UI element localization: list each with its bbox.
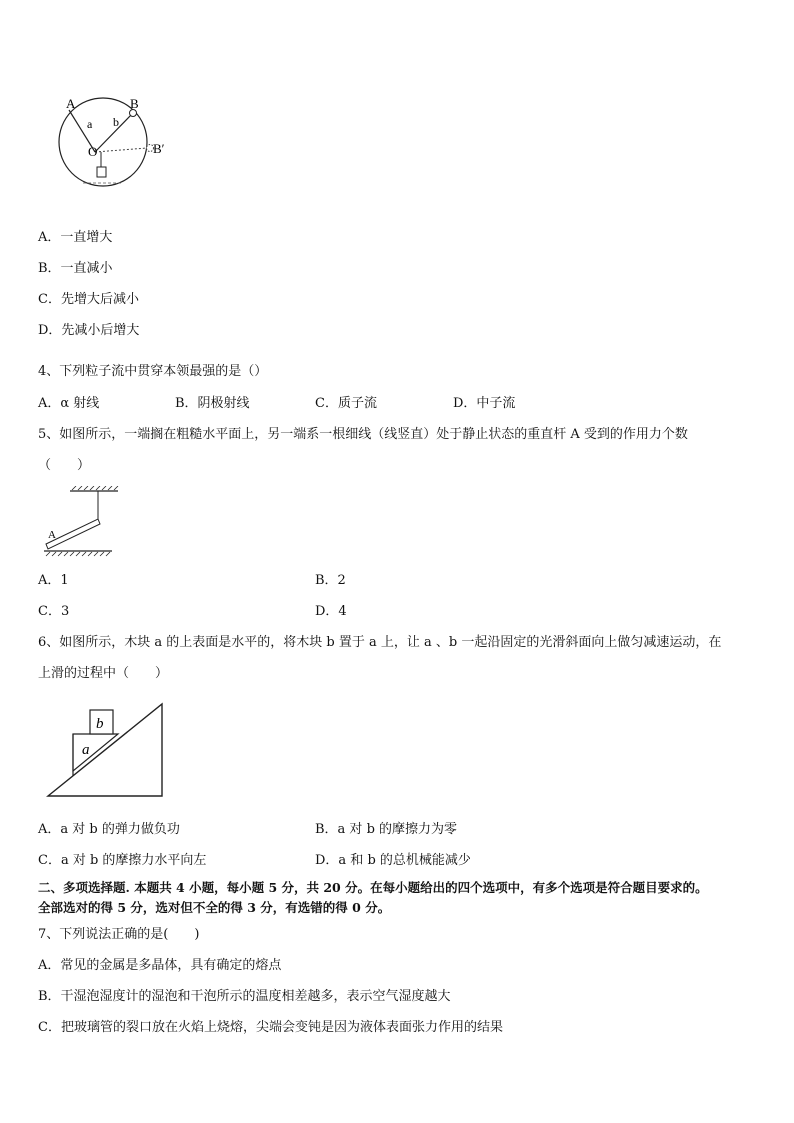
q7-option-b: B．干湿泡湿度计的湿泡和干泡所示的温度相差越多，表示空气湿度越大 bbox=[38, 989, 451, 1004]
label-B-prime: B′ bbox=[153, 141, 165, 156]
q4-stem: 4、下列粒子流中贯穿本领最强的是（） bbox=[38, 364, 268, 379]
block-b-label: b bbox=[96, 716, 104, 732]
rod-on-ground-figure bbox=[42, 486, 122, 558]
q5-paren: （ ） bbox=[38, 458, 91, 473]
q5-option-b: B．2 bbox=[315, 573, 346, 588]
q6-option-b: B．a 对 b 的摩擦力为零 bbox=[315, 822, 458, 837]
block-a-label: a bbox=[82, 742, 90, 758]
section2-heading-line2: 全部选对的得 5 分，选对但不全的得 3 分，有选错的得 0 分。 bbox=[38, 900, 391, 915]
circle-rod-figure bbox=[55, 90, 175, 195]
q4-option-a: A．α 射线 bbox=[38, 396, 100, 411]
q7-option-c: C．把玻璃管的裂口放在火焰上烧熔，尖端会变钝是因为液体表面张力作用的结果 bbox=[38, 1020, 503, 1035]
q7-stem: 7、下列说法正确的是( ) bbox=[38, 927, 200, 942]
q3-option-d: D．先减小后增大 bbox=[38, 323, 140, 338]
section2-heading-line1: 二、多项选择题. 本题共 4 小题，每小题 5 分，共 20 分。在每小题给出的四个选项中，有多个选项是符合题目要求的。 bbox=[38, 880, 708, 895]
q6-option-c: C．a 对 b 的摩擦力水平向左 bbox=[38, 853, 207, 868]
q4-option-c: C．质子流 bbox=[315, 396, 377, 411]
q5-stem: 5、如图所示，一端搁在粗糙水平面上，另一端系一根细线（线竖直）处于静止状态的重直杆 A 受到的作用力个数 bbox=[38, 427, 688, 442]
label-B: B bbox=[130, 96, 139, 111]
label-b: b bbox=[113, 115, 119, 129]
q3-option-b: B．一直减小 bbox=[38, 261, 113, 276]
q6-option-a: A．a 对 b 的弹力做负功 bbox=[38, 822, 180, 837]
q5-option-a: A．1 bbox=[38, 573, 69, 588]
q4-option-d: D．中子流 bbox=[453, 396, 516, 411]
q5-option-d: D．4 bbox=[315, 604, 347, 619]
q6-option-d: D．a 和 b 的总机械能减少 bbox=[315, 853, 471, 868]
incline-blocks-figure bbox=[46, 702, 166, 798]
rod-label-A: A bbox=[48, 529, 56, 541]
label-O: O bbox=[88, 144, 98, 159]
q7-option-a: A．常见的金属是多晶体，具有确定的熔点 bbox=[38, 958, 282, 973]
q6-stem-line1: 6、如图所示，木块 a 的上表面是水平的，将木块 b 置于 a 上，让 a 、b 一起沿固定的光滑斜面向上做匀减速运动，在 bbox=[38, 635, 722, 650]
label-A: A bbox=[66, 96, 76, 111]
q6-stem-line2: 上滑的过程中（ ） bbox=[38, 666, 169, 681]
q5-option-c: C．3 bbox=[38, 604, 70, 619]
q4-option-b: B．阴极射线 bbox=[175, 396, 250, 411]
q3-option-a: A．一直增大 bbox=[38, 230, 113, 245]
label-a: a bbox=[87, 117, 93, 131]
q3-option-c: C．先增大后减小 bbox=[38, 292, 139, 307]
